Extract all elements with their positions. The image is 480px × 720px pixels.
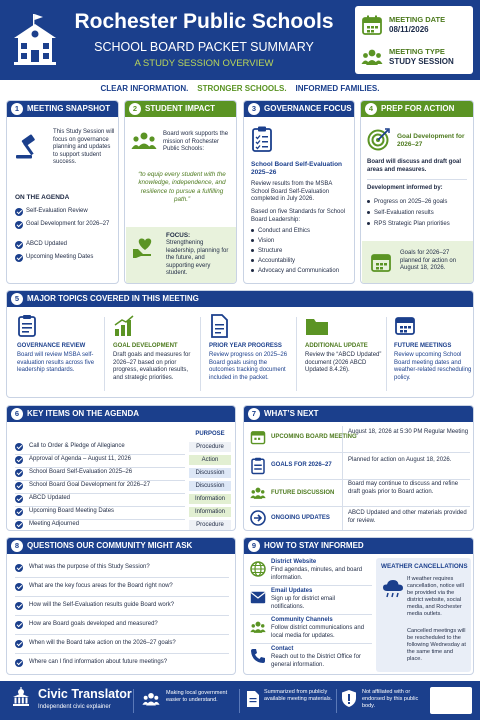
agenda-row <box>7 520 235 531</box>
question-text: What was the purpose of this Study Session? <box>29 564 150 570</box>
purpose-badge: Discussion <box>189 468 231 478</box>
footer-note-2: Summarized from publicly available meeting materials. <box>264 689 333 702</box>
topic-title: PRIOR YEAR PROGRESS <box>209 343 282 349</box>
purpose-heading: PURPOSE <box>195 431 225 437</box>
footer-note-1: Making local government easier to understand. <box>166 690 228 703</box>
topic-text: Draft goals and measures for 2026–27 based on prior progress, evaluation results, and strategic priorities. <box>113 352 191 381</box>
card-title: MEETING SNAPSHOT <box>27 104 111 113</box>
clipboard-icon <box>250 457 266 475</box>
topic-title: FUTURE MEETINGS <box>394 343 452 349</box>
meeting-date-value: 08/11/2026 <box>389 25 429 34</box>
action-note-text: Goals for 2026–27 planned for action on August 18, 2026. <box>400 250 457 272</box>
card-number: 6 <box>11 408 23 420</box>
card-header <box>7 406 235 422</box>
card-number: 5 <box>11 293 23 305</box>
next-label: FUTURE DISCUSSION <box>271 490 335 496</box>
card-number: 4 <box>365 103 377 115</box>
check-icon <box>15 564 23 572</box>
check-icon <box>15 443 23 451</box>
purpose-badge: Procedure <box>189 442 231 452</box>
card-title: QUESTIONS OUR COMMUNITY MIGHT ASK <box>27 541 193 550</box>
purpose-badge: Information <box>189 507 231 517</box>
check-icon <box>15 254 23 262</box>
agenda-item-text: Upcoming Board Meeting Dates <box>29 508 115 514</box>
card-header <box>244 538 473 554</box>
page-subtitle: SCHOOL BOARD PACKET SUMMARY <box>94 40 314 54</box>
check-icon <box>15 659 23 667</box>
next-text: ABCD Updated and other materials provided for review. <box>348 510 467 524</box>
phone-icon <box>250 648 266 664</box>
student-impact-card <box>124 100 237 284</box>
question-text: How are Board goals developed and measured? <box>29 621 158 627</box>
card-number: 7 <box>248 408 260 420</box>
divider <box>200 317 201 391</box>
weather-box <box>376 558 471 672</box>
topic-item <box>109 311 197 395</box>
meeting-type-row <box>361 44 469 70</box>
slogan-part-3: INFORMED FAMILIES. <box>295 84 380 93</box>
slogan-part-1: CLEAR INFORMATION. <box>100 84 189 93</box>
people-icon <box>141 690 161 708</box>
footer-badge-placeholder <box>430 687 472 714</box>
channel-title: Email Updates <box>271 588 313 594</box>
channel-text: Find agendas, minutes, and board information. <box>271 567 363 581</box>
footer-note-3: Not affiliated with or endorsed by this public body. <box>362 689 419 709</box>
list-item-text: ABCD Updated <box>26 241 68 247</box>
meeting-info-box <box>355 6 473 74</box>
topic-item <box>390 311 472 395</box>
list-item-text: Structure <box>258 248 283 254</box>
list-item-text: Self-Evaluation Review <box>26 208 88 214</box>
question-item[interactable] <box>7 616 235 635</box>
channel-text: Reach out to the District Office for general information. <box>271 654 361 668</box>
card-header <box>244 101 354 117</box>
clipboard-icon <box>17 314 37 338</box>
capitol-icon <box>12 687 30 707</box>
divider <box>133 689 134 713</box>
agenda-row <box>7 442 235 455</box>
divider <box>386 317 387 391</box>
page-title: Rochester Public Schools <box>74 10 334 33</box>
card-title: KEY ITEMS ON THE AGENDA <box>27 409 140 418</box>
people-icon <box>361 46 383 68</box>
channel-item[interactable] <box>244 645 372 673</box>
check-icon <box>15 241 23 249</box>
question-item[interactable] <box>7 597 235 616</box>
agenda-list <box>15 208 115 267</box>
card-number: 8 <box>11 540 23 552</box>
card-title: PREP FOR ACTION <box>381 104 455 113</box>
divider <box>250 643 372 644</box>
question-item[interactable] <box>7 635 235 654</box>
card-header <box>361 101 473 117</box>
card-header <box>244 406 473 422</box>
list-item-text: Goal Development for 2026–27 <box>26 221 110 227</box>
weather-text-2: Cancelled meetings will be rescheduled to the following Wednesday at the same time and place. <box>407 628 466 662</box>
list-item-text: Upcoming Meeting Dates <box>26 254 94 260</box>
email-icon <box>250 591 266 604</box>
school-icon <box>12 12 58 68</box>
question-item[interactable] <box>7 578 235 597</box>
students-icon <box>131 131 157 151</box>
agenda-item-text: Approval of Agenda – August 11, 2026 <box>29 456 131 462</box>
channel-title: District Website <box>271 559 317 565</box>
list-item <box>367 219 471 230</box>
next-item <box>244 453 474 479</box>
meeting-date-row <box>361 12 469 38</box>
channel-item[interactable] <box>244 616 372 644</box>
check-icon <box>15 482 23 490</box>
community-questions-card <box>6 537 236 675</box>
topic-text: Review progress on 2025–26 Board goals using the outcomes tracking document included in the packet. <box>209 352 288 381</box>
question-text: How will the Self-Evaluation results guide Board work? <box>29 602 175 608</box>
question-text: Where can I find information about future meetings? <box>29 659 168 665</box>
agenda-items-card <box>6 405 236 531</box>
impact-intro: Board work supports the mission of Rochester Public Schools: <box>163 131 229 153</box>
prep-text: Board will discuss and draft goal areas and measures. <box>367 159 462 173</box>
purpose-badge: Discussion <box>189 481 231 491</box>
check-icon <box>15 469 23 477</box>
list-item <box>251 226 351 236</box>
governance-text-1: Review results from the MSBA School Board Self-Evaluation completed in July 2026. <box>251 181 333 203</box>
topic-item <box>301 311 383 395</box>
channel-title: Community Channels <box>271 617 333 623</box>
action-note-box <box>362 241 474 283</box>
agenda-row <box>7 494 235 507</box>
divider <box>250 614 372 615</box>
topic-title: ADDITIONAL UPDATE <box>305 343 368 349</box>
check-icon <box>15 640 23 648</box>
calendar-icon <box>394 314 416 336</box>
cloud-icon <box>382 578 404 600</box>
agenda-row <box>7 481 235 494</box>
shield-icon <box>341 689 357 708</box>
focus-label: FOCUS: <box>166 232 191 239</box>
card-number: 3 <box>248 103 260 115</box>
topic-text: Review upcoming School Board meeting dates and weather-related rescheduling policy. <box>394 352 472 381</box>
list-item <box>251 266 351 276</box>
agenda-row <box>7 468 235 481</box>
meeting-type-value: STUDY SESSION <box>389 57 454 66</box>
list-item <box>367 208 471 219</box>
topic-text: Board will review MSBA self-evaluation results across five leadership standards. <box>17 352 95 374</box>
next-label: UPCOMING BOARD MEETING <box>271 434 357 440</box>
question-item[interactable] <box>7 654 235 673</box>
card-header <box>7 538 235 554</box>
folder-icon <box>305 316 329 336</box>
prep-for-action-card <box>360 100 474 284</box>
list-item <box>15 241 115 254</box>
weather-text-1: If weather requires cancellation, notice will be provided via the district website, social media, and Rochester media outlets. <box>407 576 464 617</box>
check-icon <box>15 495 23 503</box>
card-number: 9 <box>248 540 260 552</box>
list-item <box>251 246 351 256</box>
topic-text: Review the “ABCD Updated” document (2026 ABCD Updated 8.4.26). <box>305 352 382 374</box>
next-text: Board may continue to discuss and refine draft goals prior to Board action. <box>348 481 459 495</box>
card-title: GOVERNANCE FOCUS <box>264 104 352 113</box>
topic-item <box>13 311 101 395</box>
card-header <box>125 101 236 117</box>
list-item-text: Vision <box>258 238 275 244</box>
calendar-icon <box>250 429 266 445</box>
divider <box>367 179 467 180</box>
list-item <box>251 236 351 246</box>
list-item-text: Advocacy and Communication <box>258 268 340 274</box>
divider <box>104 317 105 391</box>
informed-by-label: Development informed by: <box>367 185 443 191</box>
focus-box <box>126 227 236 283</box>
card-title: HOW TO STAY INFORMED <box>264 541 364 550</box>
document-icon <box>209 314 229 338</box>
major-topics-card <box>6 290 474 398</box>
check-icon <box>15 621 23 629</box>
card-title: WHAT’S NEXT <box>264 409 319 418</box>
next-item <box>244 426 474 452</box>
agenda-row <box>7 455 235 468</box>
globe-icon <box>250 561 266 577</box>
list-item <box>367 197 471 208</box>
calendar-icon <box>361 14 383 36</box>
meeting-type-label: MEETING TYPE <box>389 47 445 56</box>
next-item <box>244 480 474 506</box>
check-icon <box>15 456 23 464</box>
agenda-item-text: School Board Goal Development for 2026–27 <box>29 482 151 488</box>
card-title: STUDENT IMPACT <box>145 104 216 113</box>
purpose-badge: Information <box>189 494 231 504</box>
next-text: Planned for action on August 18, 2026. <box>348 457 452 463</box>
prep-heading: Goal Development for 2026–27 <box>397 133 465 148</box>
page-header <box>0 0 480 80</box>
card-header <box>7 101 118 117</box>
agenda-item-text: ABCD Updated <box>29 495 71 501</box>
whats-next-card <box>243 405 474 531</box>
calendar-icon <box>370 251 392 273</box>
gavel-icon <box>14 133 44 161</box>
purpose-badge: Procedure <box>189 520 231 530</box>
channel-title: Contact <box>271 646 294 652</box>
focus-text: Strengthening leadership, planning for the future, and supporting every student. <box>166 240 229 277</box>
divider <box>250 585 372 586</box>
governance-focus-card <box>243 100 355 284</box>
question-text: What are the key focus areas for the Board right now? <box>29 583 173 589</box>
topic-title: GOVERNANCE REVIEW <box>17 343 86 349</box>
target-icon <box>367 127 391 151</box>
topic-item <box>205 311 293 395</box>
slogan-bar <box>0 81 480 97</box>
card-number: 2 <box>129 103 141 115</box>
question-item[interactable] <box>7 559 235 578</box>
mission-quote: “to equip every student with the knowledge, independence, and resilience to pursue a fulfilling path.” <box>138 171 226 204</box>
meeting-snapshot-card <box>6 100 119 284</box>
purpose-badge: Action <box>189 455 231 465</box>
slogan-part-2: STRONGER SCHOOLS. <box>197 84 287 93</box>
weather-title: WEATHER CANCELLATIONS <box>381 563 468 570</box>
card-number: 1 <box>11 103 23 115</box>
question-text: When will the Board take action on the 2026–27 goals? <box>29 640 176 646</box>
list-item-text: Accountability <box>258 258 296 264</box>
stay-informed-card <box>243 537 474 675</box>
arrow-circle-icon <box>250 510 266 526</box>
list-item-text: Self-Evaluation results <box>374 210 434 216</box>
document-icon <box>246 690 260 708</box>
topic-title: GOAL DEVELOPMENT <box>113 343 178 349</box>
list-item <box>15 221 115 241</box>
list-item-text: Conduct and Ethics <box>258 228 311 234</box>
chart-icon <box>113 314 135 338</box>
footer-brand: Civic Translator <box>38 687 132 701</box>
list-item-text: RPS Strategic Plan priorities <box>374 221 450 227</box>
check-icon <box>15 208 23 216</box>
next-label: GOALS FOR 2026–27 <box>271 462 332 468</box>
next-label: ONGOING UPDATES <box>271 515 330 521</box>
people-icon <box>250 619 266 635</box>
heart-hands-icon <box>132 236 158 260</box>
next-item <box>244 507 474 531</box>
agenda-row <box>7 507 235 520</box>
governance-heading: School Board Self-Evaluation 2025–26 <box>251 161 343 176</box>
people-icon <box>250 485 266 501</box>
channel-text: Follow district communications and local media for updates. <box>271 625 365 639</box>
page-tagline: A STUDY SESSION OVERVIEW <box>134 58 274 69</box>
channel-item[interactable] <box>244 558 372 586</box>
informed-by-list <box>367 197 471 230</box>
divider <box>239 689 240 713</box>
check-icon <box>15 221 23 229</box>
agenda-item-text: School Board Self-Evaluation 2025–26 <box>29 469 133 475</box>
list-item <box>251 256 351 266</box>
list-item <box>15 208 115 221</box>
snapshot-intro: This Study Session will focus on governance planning and updates to support student success. <box>53 129 115 166</box>
channel-item[interactable] <box>244 587 372 615</box>
check-icon <box>15 602 23 610</box>
list-item <box>15 254 115 267</box>
next-text: August 18, 2026 at 5:30 PM Regular Meeting <box>348 429 469 435</box>
agenda-item-text: Call to Order & Pledge of Allegiance <box>29 443 125 449</box>
divider <box>336 689 337 713</box>
governance-text-2: Based on five Standards for School Board Leadership: <box>251 209 346 223</box>
agenda-heading: ON THE AGENDA <box>15 194 70 201</box>
agenda-item-text: Meeting Adjourned <box>29 521 80 527</box>
meeting-date-label: MEETING DATE <box>389 15 446 24</box>
divider <box>296 317 297 391</box>
check-icon <box>15 521 23 529</box>
check-icon <box>15 583 23 591</box>
footer-brand-subtitle: Independent civic explainer <box>38 704 111 710</box>
clipboard-icon <box>251 125 273 153</box>
check-icon <box>15 508 23 516</box>
card-title: MAJOR TOPICS COVERED IN THIS MEETING <box>27 294 199 303</box>
channel-text: Sign up for district email notifications. <box>271 596 336 610</box>
page-footer <box>0 681 480 720</box>
card-header <box>7 291 473 307</box>
standards-list <box>251 226 351 276</box>
list-item-text: Progress on 2025–26 goals <box>374 199 448 205</box>
